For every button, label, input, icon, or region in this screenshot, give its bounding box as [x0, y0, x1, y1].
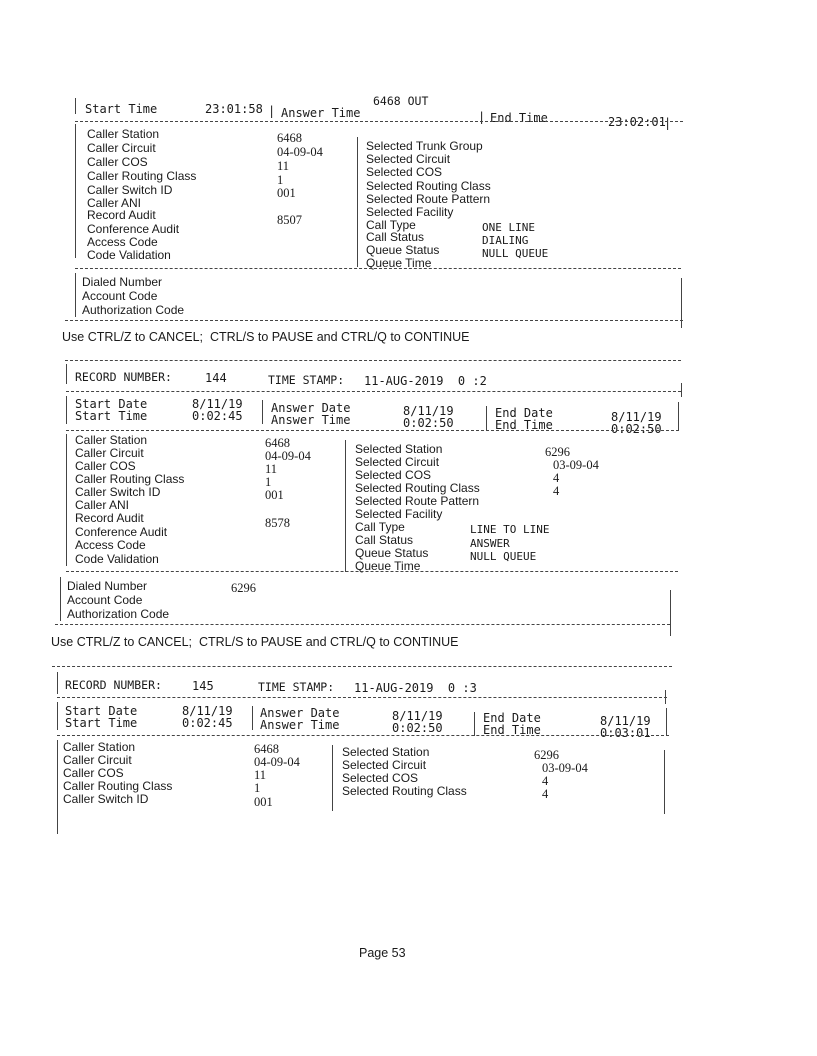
caller-routing-class-value: 1	[265, 475, 272, 489]
caller-ani-label: Caller ANI	[75, 498, 130, 512]
caller-routing-class-label: Caller Routing Class	[75, 472, 185, 486]
call-status-value: ANSWER	[470, 537, 510, 550]
caller-circuit-value: 04-09-04	[254, 755, 300, 769]
end-time-value: 0:02:50	[611, 422, 662, 436]
account-code-label: Account Code	[82, 289, 158, 303]
end-time-label: End Time	[483, 723, 541, 737]
end-date-value: 8/11/19	[600, 714, 651, 728]
selected-routing-class-value: 4	[542, 787, 549, 801]
end-time-label: End Time	[490, 111, 548, 125]
record-number-value: 145	[192, 679, 214, 693]
queue-status-label: Queue Status	[366, 243, 440, 257]
answer-time-value: 0:02:50	[403, 416, 454, 430]
caller-cos-value: 11	[265, 462, 278, 476]
access-code-label: Access Code	[87, 235, 158, 249]
caller-switch-id-value: 001	[277, 186, 296, 200]
access-code-label: Access Code	[75, 538, 146, 552]
page-number: Page 53	[359, 946, 406, 960]
start-date-label: Start Date	[65, 704, 138, 718]
end-date-label: End Date	[495, 406, 553, 420]
end-date-label: End Date	[483, 711, 541, 725]
caller-circuit-label: Caller Circuit	[75, 446, 144, 460]
selected-station-value: 6296	[534, 748, 559, 762]
selected-route-pattern-label: Selected Route Pattern	[355, 494, 480, 508]
caller-cos-label: Caller COS	[87, 155, 148, 169]
call-type-label: Call Type	[355, 520, 405, 534]
selected-cos-label: Selected COS	[366, 165, 443, 179]
answer-date-label: Answer Date	[271, 401, 351, 415]
selected-circuit-value: 03-09-04	[553, 458, 599, 472]
queue-status-label: Queue Status	[355, 546, 429, 560]
account-code-label: Account Code	[67, 593, 143, 607]
caller-circuit-value: 04-09-04	[277, 145, 323, 159]
selected-circuit-label: Selected Circuit	[366, 152, 451, 166]
selected-station-label: Selected Station	[342, 745, 430, 759]
queue-time-label: Queue Time	[366, 256, 432, 270]
caller-routing-class-value: 1	[254, 781, 261, 795]
record-audit-label: Record Audit	[75, 511, 144, 525]
caller-circuit-label: Caller Circuit	[63, 753, 132, 767]
caller-station-value: 6468	[277, 131, 302, 145]
authorization-code-label: Authorization Code	[67, 607, 170, 621]
answer-time-label: Answer Time	[271, 413, 351, 427]
caller-station-label: Caller Station	[63, 740, 136, 754]
caller-cos-label: Caller COS	[63, 766, 124, 780]
start-time-label: Start Time	[85, 102, 158, 116]
caller-cos-label: Caller COS	[75, 459, 136, 473]
caller-switch-id-label: Caller Switch ID	[87, 183, 173, 197]
divider	[75, 98, 76, 114]
selected-facility-label: Selected Facility	[366, 205, 454, 219]
code-validation-label: Code Validation	[75, 552, 159, 566]
caller-station-value: 6468	[254, 742, 279, 756]
answer-time-label: Answer Time	[260, 718, 340, 732]
caller-switch-id-value: 001	[254, 795, 273, 809]
selected-cos-value: 4	[553, 471, 560, 485]
caller-routing-class-label: Caller Routing Class	[63, 779, 173, 793]
caller-routing-class-label: Caller Routing Class	[87, 169, 197, 183]
time-stamp-label: TIME STAMP:	[258, 680, 335, 694]
answer-date-value: 8/11/19	[392, 709, 443, 723]
selected-circuit-label: Selected Circuit	[342, 758, 427, 772]
record-audit-label: Record Audit	[87, 208, 156, 222]
selected-routing-class-label: Selected Routing Class	[342, 784, 467, 798]
selected-trunk-group-label: Selected Trunk Group	[366, 139, 483, 153]
authorization-code-label: Authorization Code	[82, 303, 185, 317]
record-1-direction-note: 6468 OUT	[373, 94, 429, 108]
end-time-value: 0:03:01	[600, 726, 651, 740]
caller-station-value: 6468	[265, 436, 290, 450]
selected-routing-class-label: Selected Routing Class	[366, 179, 491, 193]
answer-time-label: Answer Time	[281, 106, 361, 120]
dialed-number-value: 6296	[231, 581, 256, 595]
time-stamp-label: TIME STAMP:	[268, 373, 345, 387]
selected-route-pattern-label: Selected Route Pattern	[366, 192, 491, 206]
selected-facility-label: Selected Facility	[355, 507, 443, 521]
call-status-label: Call Status	[366, 230, 425, 244]
cancel-instructions: Use CTRL/Z to CANCEL; CTRL/S to PAUSE and CTRL/Q to CONTINUE	[62, 330, 470, 344]
call-type-value: ONE LINE	[482, 221, 535, 234]
start-time-value: 0:02:45	[182, 716, 233, 730]
time-stamp-value: 11-AUG-2019 0 :3	[354, 681, 477, 695]
caller-circuit-label: Caller Circuit	[87, 141, 156, 155]
caller-switch-id-value: 001	[265, 488, 284, 502]
selected-cos-value: 4	[542, 774, 549, 788]
selected-routing-class-value: 4	[553, 484, 560, 498]
start-time-label: Start Time	[75, 409, 148, 423]
caller-routing-class-value: 1	[277, 173, 284, 187]
time-stamp-value: 11-AUG-2019 0 :2	[364, 374, 487, 388]
selected-station-value: 6296	[545, 445, 570, 459]
dialed-number-label: Dialed Number	[82, 275, 163, 289]
code-validation-label: Code Validation	[87, 248, 171, 262]
end-time-label: End Time	[495, 418, 553, 432]
selected-cos-label: Selected COS	[355, 468, 432, 482]
selected-circuit-label: Selected Circuit	[355, 455, 440, 469]
start-date-value: 8/11/19	[182, 704, 233, 718]
call-status-value: DIALING	[482, 234, 529, 247]
start-time-value: 23:01:58	[205, 102, 263, 116]
answer-time-value: 0:02:50	[392, 721, 443, 735]
selected-cos-label: Selected COS	[342, 771, 419, 785]
queue-time-label: Queue Time	[355, 559, 421, 573]
caller-cos-value: 11	[254, 768, 267, 782]
start-time-label: Start Time	[65, 716, 138, 730]
call-type-label: Call Type	[366, 218, 416, 232]
call-type-value: LINE TO LINE	[470, 523, 550, 536]
conference-audit-label: Conference Audit	[75, 525, 168, 539]
selected-circuit-value: 03-09-04	[542, 761, 588, 775]
caller-circuit-value: 04-09-04	[265, 449, 311, 463]
start-time-value: 0:02:45	[192, 409, 243, 423]
dialed-number-label: Dialed Number	[67, 579, 148, 593]
cancel-instructions: Use CTRL/Z to CANCEL; CTRL/S to PAUSE and CTRL/Q to CONTINUE	[51, 635, 459, 649]
conference-audit-label: Conference Audit	[87, 222, 180, 236]
selected-routing-class-label: Selected Routing Class	[355, 481, 480, 495]
caller-switch-id-label: Caller Switch ID	[75, 485, 161, 499]
caller-ani-label: Caller ANI	[87, 196, 142, 210]
caller-switch-id-label: Caller Switch ID	[63, 792, 149, 806]
queue-status-value: NULL QUEUE	[470, 550, 537, 563]
end-time-value: 23:02:01	[608, 115, 666, 129]
end-date-value: 8/11/19	[611, 410, 662, 424]
caller-station-label: Caller Station	[87, 127, 160, 141]
selected-station-label: Selected Station	[355, 442, 443, 456]
caller-cos-value: 11	[277, 159, 290, 173]
record-audit-value: 8507	[277, 213, 302, 227]
start-date-value: 8/11/19	[192, 397, 243, 411]
answer-date-value: 8/11/19	[403, 404, 454, 418]
queue-status-value: NULL QUEUE	[482, 247, 549, 260]
record-audit-value: 8578	[265, 516, 290, 530]
record-number-value: 144	[205, 371, 227, 385]
caller-station-label: Caller Station	[75, 433, 148, 447]
record-number-label: RECORD NUMBER:	[65, 678, 162, 692]
record-number-label: RECORD NUMBER:	[75, 370, 172, 384]
call-status-label: Call Status	[355, 533, 414, 547]
start-date-label: Start Date	[75, 397, 148, 411]
answer-date-label: Answer Date	[260, 706, 340, 720]
